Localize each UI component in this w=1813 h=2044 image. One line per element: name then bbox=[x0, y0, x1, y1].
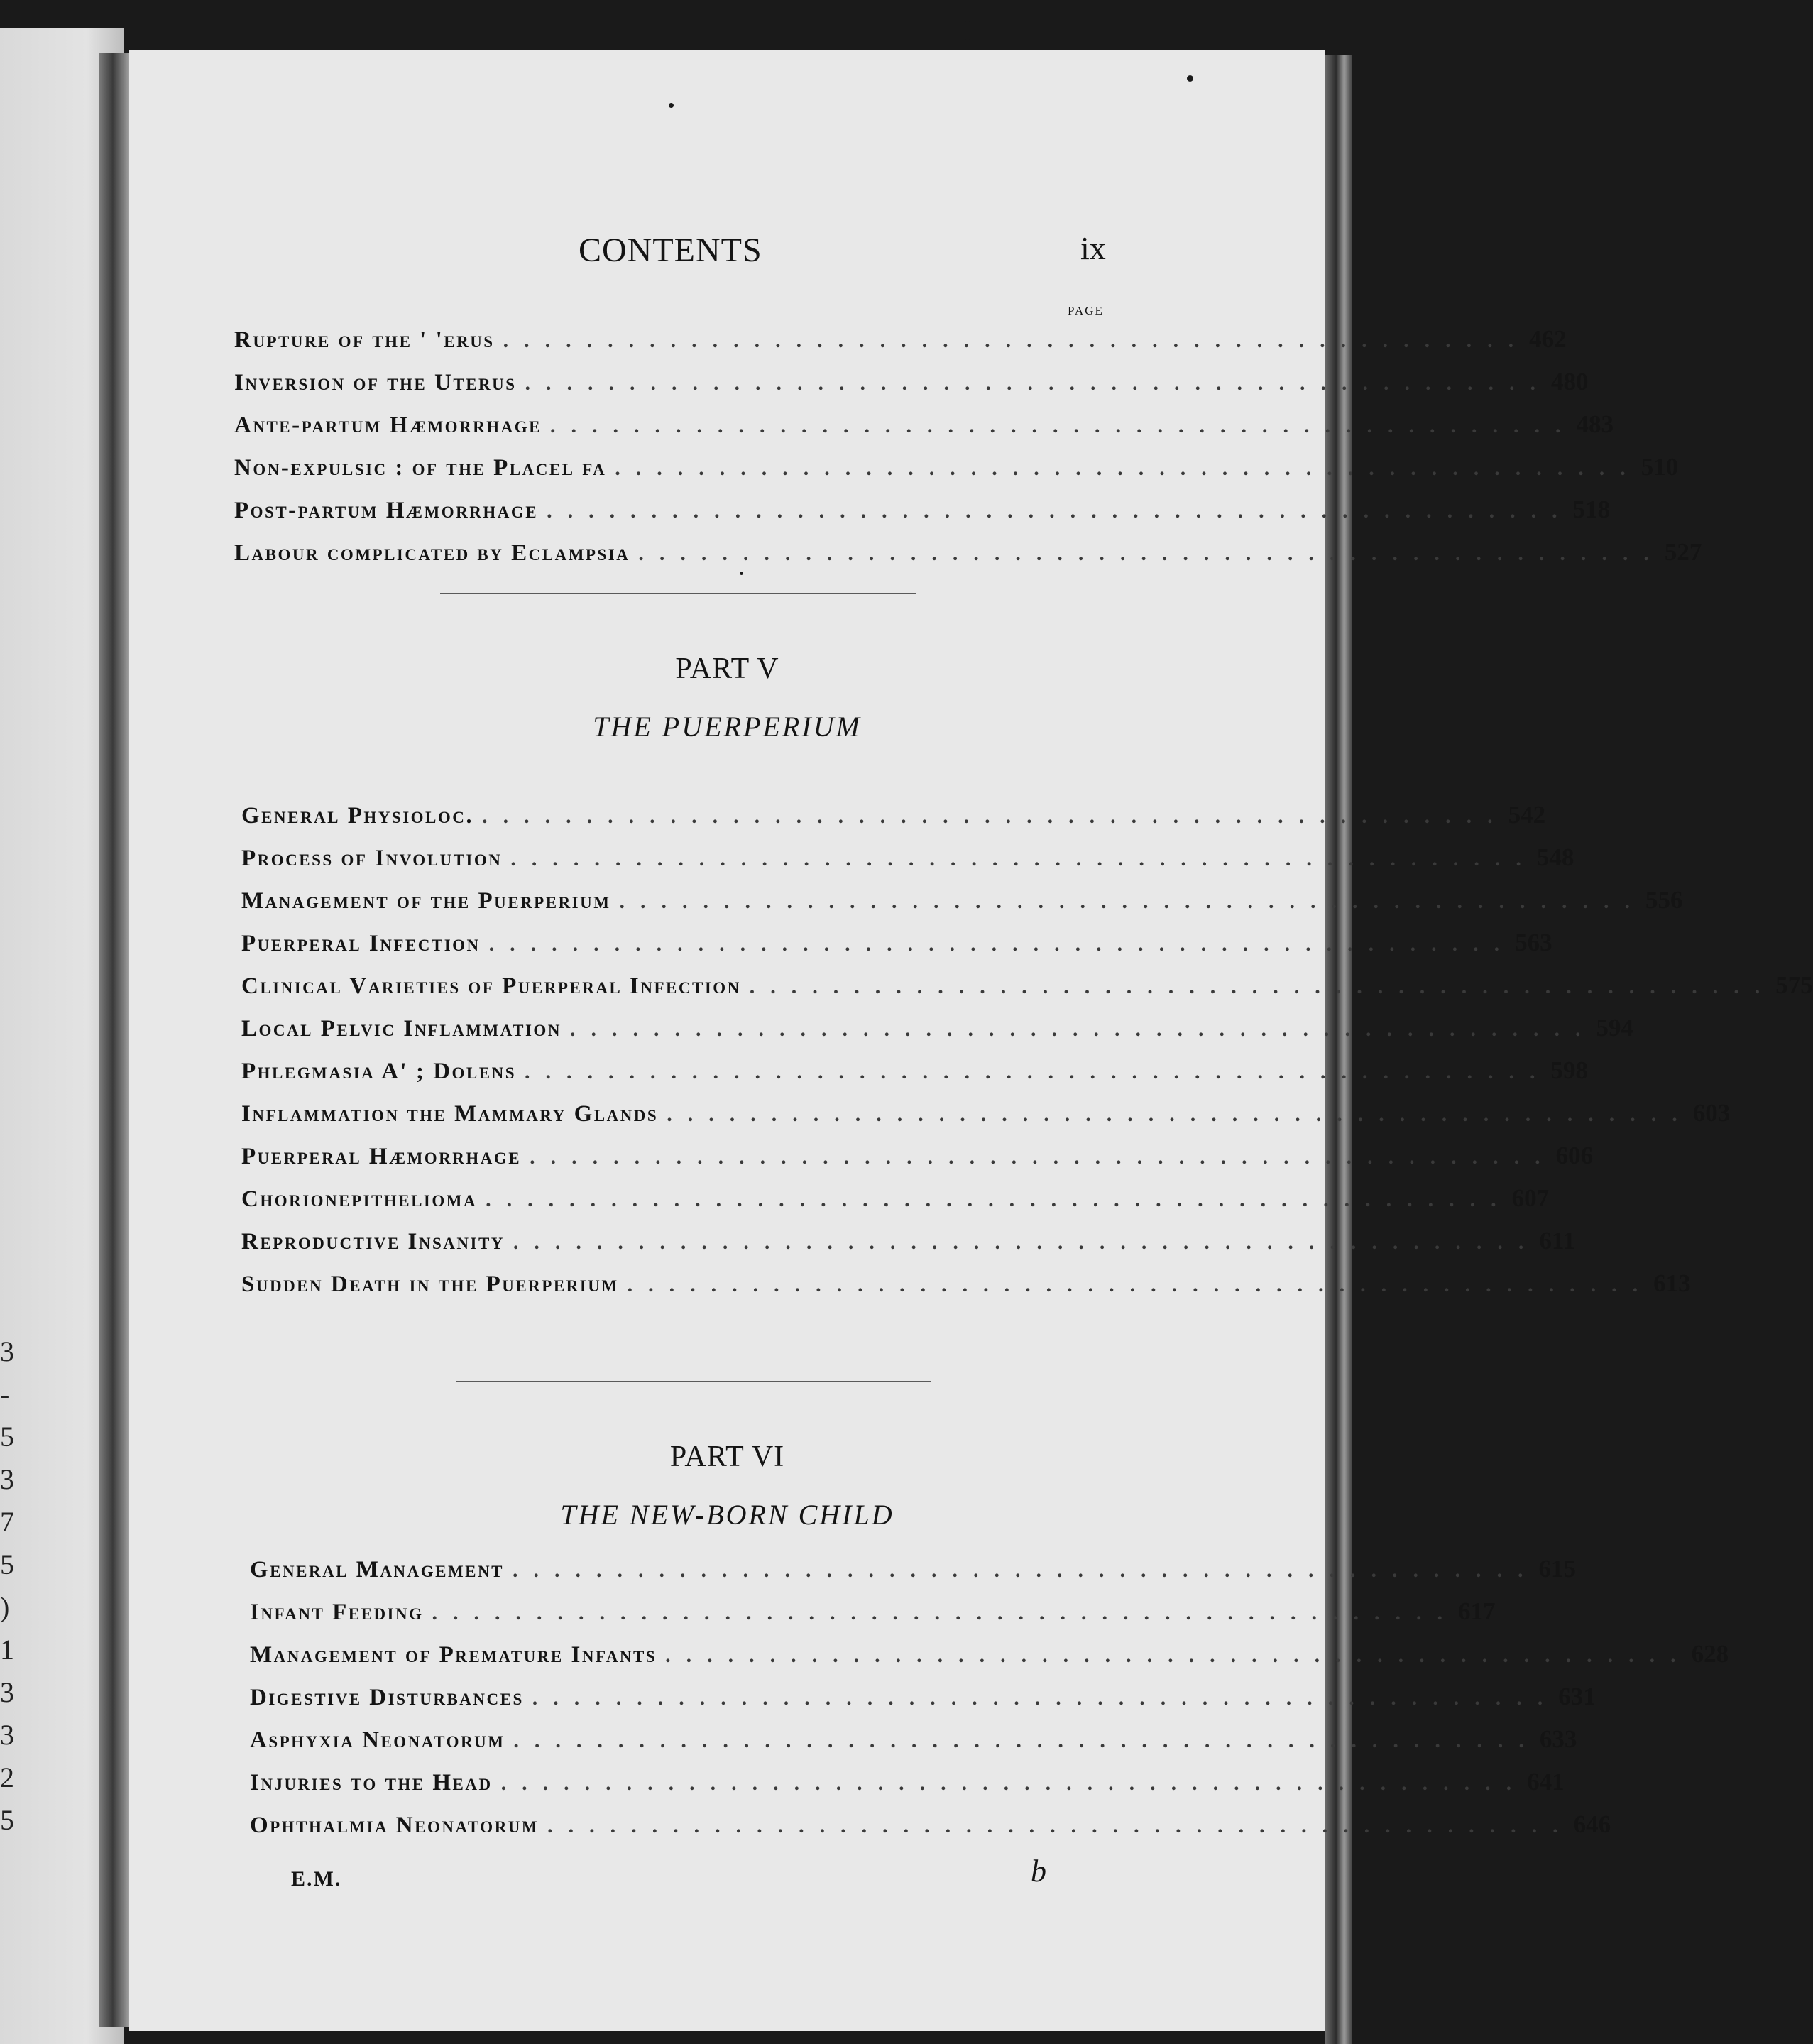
toc-entry bbox=[241, 1269, 1691, 1312]
dot-leader: ................................................. bbox=[525, 371, 1552, 395]
entry-title: Local Pelvic Inflammation bbox=[241, 1016, 562, 1042]
dot-leader: ................................................. bbox=[500, 1771, 1528, 1795]
entry-title: General Management bbox=[250, 1557, 504, 1583]
dot-leader: ................................................. bbox=[503, 329, 1530, 352]
margin-fragment: 1 bbox=[0, 1634, 14, 1666]
entry-title: Labour complicated by Eclampsia bbox=[234, 540, 630, 566]
ink-speck bbox=[1187, 75, 1193, 82]
margin-fragment: 2 bbox=[0, 1761, 14, 1793]
margin-fragment: ) bbox=[0, 1591, 10, 1623]
dot-leader: ................................................. bbox=[486, 1188, 1512, 1211]
entry-page: 617 bbox=[1458, 1597, 1496, 1625]
entry-page: 607 bbox=[1511, 1184, 1550, 1212]
margin-fragment: 3 bbox=[0, 1463, 14, 1495]
entry-title: General Physioloc. bbox=[241, 803, 474, 829]
dot-leader: ................................................. bbox=[615, 457, 1641, 480]
entry-title: Ante-partum Hæmorrhage bbox=[234, 412, 542, 438]
entry-page: 606 bbox=[1555, 1142, 1594, 1169]
toc-entry bbox=[234, 453, 1679, 496]
page-column-label: PAGE bbox=[1068, 304, 1104, 317]
toc-entry bbox=[241, 886, 1683, 929]
dot-leader: ................................................. bbox=[432, 1601, 1459, 1624]
entry-title: Chorionepithelioma bbox=[241, 1186, 478, 1212]
dot-leader: ................................................. bbox=[749, 975, 1776, 998]
margin-fragment: 5 bbox=[0, 1548, 14, 1580]
entry-page: 510 bbox=[1641, 453, 1679, 481]
toc-entry bbox=[241, 929, 1552, 971]
entry-title: Inflammation the Mammary Glands bbox=[241, 1101, 659, 1127]
gathering-mark: b bbox=[1031, 1854, 1046, 1889]
entry-title: Puerperal Infection bbox=[241, 931, 481, 956]
dot-leader: ................................................. bbox=[547, 499, 1573, 523]
dot-leader: ................................................. bbox=[569, 1017, 1596, 1041]
entry-title: Inversion of the Uterus bbox=[234, 370, 517, 395]
toc-entry bbox=[241, 843, 1574, 886]
dot-leader: ................................................. bbox=[513, 1729, 1540, 1752]
entry-title: Infant Feeding bbox=[250, 1600, 424, 1625]
toc-entry bbox=[241, 1014, 1633, 1056]
dot-leader: ................................................. bbox=[619, 890, 1645, 913]
toc-entry bbox=[250, 1768, 1565, 1810]
dot-leader: ................................................. bbox=[525, 1060, 1551, 1083]
dot-leader: ................................................. bbox=[638, 542, 1665, 565]
entry-page: 556 bbox=[1645, 886, 1683, 914]
entry-page: 462 bbox=[1529, 325, 1567, 353]
entry-title: Management of Premature Infants bbox=[250, 1642, 657, 1668]
margin-fragment: 5 bbox=[0, 1421, 14, 1453]
toc-entry bbox=[241, 971, 1813, 1014]
entry-title: Puerperal Hæmorrhage bbox=[241, 1144, 522, 1169]
entry-page: 631 bbox=[1558, 1683, 1596, 1710]
entry-title: Management of the Puerperium bbox=[241, 888, 611, 914]
toc-entry bbox=[250, 1597, 1496, 1640]
toc-entry bbox=[234, 410, 1614, 453]
margin-fragment: 3 bbox=[0, 1719, 14, 1751]
toc-entry bbox=[250, 1683, 1596, 1725]
entry-title: Reproductive Insanity bbox=[241, 1229, 505, 1255]
entry-title: Asphyxia Neonatorum bbox=[250, 1727, 505, 1753]
toc-entry bbox=[241, 1184, 1550, 1227]
dot-leader: ................................................. bbox=[627, 1273, 1654, 1296]
margin-fragment: 5 bbox=[0, 1804, 14, 1836]
entry-page: 646 bbox=[1573, 1810, 1611, 1838]
dot-leader: ................................................. bbox=[550, 414, 1577, 437]
dot-leader: ................................................. bbox=[665, 1644, 1692, 1667]
toc-entry bbox=[250, 1640, 1729, 1683]
entry-page: 628 bbox=[1691, 1640, 1729, 1668]
entry-title: Phlegmasia A' ; Dolens bbox=[241, 1059, 517, 1084]
entry-page: 594 bbox=[1596, 1014, 1633, 1042]
dot-leader: ................................................. bbox=[513, 1230, 1540, 1254]
toc-entry bbox=[241, 1099, 1731, 1142]
toc-entry bbox=[234, 496, 1611, 538]
entry-page: 480 bbox=[1551, 368, 1589, 395]
toc-entry bbox=[241, 1056, 1589, 1099]
entry-page: 518 bbox=[1572, 496, 1611, 523]
entry-page: 483 bbox=[1576, 410, 1614, 438]
entry-page: 575 bbox=[1775, 971, 1813, 999]
page-number: ix bbox=[1080, 230, 1106, 266]
dot-leader: ................................................. bbox=[482, 804, 1508, 828]
entry-title: Sudden Death in the Puerperium bbox=[241, 1272, 619, 1297]
toc-entry bbox=[234, 538, 1702, 581]
entry-page: 563 bbox=[1515, 929, 1552, 956]
ink-speck bbox=[960, 21, 975, 40]
entry-page: 542 bbox=[1508, 801, 1546, 829]
entry-title: Process of Involution bbox=[241, 846, 503, 871]
part-heading: PART VI bbox=[669, 1441, 785, 1473]
toc-entry bbox=[234, 325, 1567, 368]
entry-title: Ophthalmia Neonatorum bbox=[250, 1813, 539, 1838]
contents-page bbox=[129, 50, 1813, 2031]
ink-speck bbox=[669, 103, 674, 108]
entry-page: 641 bbox=[1527, 1768, 1565, 1796]
book-gutter bbox=[99, 53, 129, 2027]
toc-entry bbox=[241, 1142, 1594, 1184]
margin-fragment: 3 bbox=[0, 1676, 14, 1708]
entry-page: 633 bbox=[1539, 1725, 1577, 1753]
toc-entry bbox=[234, 368, 1589, 410]
part-subtitle: THE NEW-BORN CHILD bbox=[560, 1499, 894, 1531]
section-divider bbox=[456, 1381, 931, 1382]
toc-entry bbox=[250, 1725, 1577, 1768]
page-header bbox=[129, 231, 1325, 273]
entry-title: Post-partum Hæmorrhage bbox=[234, 498, 539, 523]
entry-title: Digestive Disturbances bbox=[250, 1685, 524, 1710]
toc-section bbox=[241, 801, 1813, 1312]
margin-fragment: - bbox=[0, 1378, 10, 1410]
dot-leader: ................................................. bbox=[530, 1145, 1556, 1169]
dot-leader: ................................................. bbox=[510, 847, 1537, 870]
dot-leader: ................................................. bbox=[667, 1103, 1693, 1126]
part-heading: PART V bbox=[675, 652, 779, 685]
dot-leader: ................................................. bbox=[488, 932, 1516, 956]
entry-page: 615 bbox=[1538, 1555, 1576, 1583]
toc-entry bbox=[241, 1227, 1575, 1269]
entry-page: 527 bbox=[1664, 538, 1702, 566]
entry-title: Clinical Varieties of Puerperal Infection bbox=[241, 973, 741, 999]
entry-page: 598 bbox=[1550, 1056, 1589, 1084]
signature-mark: E.M. bbox=[291, 1867, 342, 1891]
section-divider bbox=[440, 593, 916, 594]
entry-page: 603 bbox=[1692, 1099, 1731, 1127]
toc-section bbox=[234, 325, 1702, 581]
toc-section bbox=[250, 1555, 1729, 1853]
entry-title: Rupture of the ' 'erus bbox=[234, 327, 495, 353]
margin-fragment: 3 bbox=[0, 1335, 14, 1367]
dot-leader: ................................................. bbox=[512, 1558, 1539, 1582]
entry-page: 548 bbox=[1536, 843, 1574, 871]
entry-page: 613 bbox=[1653, 1269, 1691, 1297]
dot-leader: ................................................. bbox=[547, 1814, 1574, 1837]
toc-entry bbox=[250, 1810, 1611, 1853]
page-title: CONTENTS bbox=[579, 231, 762, 269]
entry-title: Injuries to the Head bbox=[250, 1770, 493, 1796]
part-subtitle: THE PUERPERIUM bbox=[593, 711, 862, 743]
entry-page: 611 bbox=[1539, 1227, 1575, 1255]
toc-entry bbox=[250, 1555, 1576, 1597]
dot-leader: ................................................. bbox=[532, 1686, 1559, 1710]
margin-fragment: 7 bbox=[0, 1506, 14, 1538]
toc-entry bbox=[241, 801, 1546, 843]
entry-title: Non-expulsic : of the Placel fa bbox=[234, 455, 607, 481]
